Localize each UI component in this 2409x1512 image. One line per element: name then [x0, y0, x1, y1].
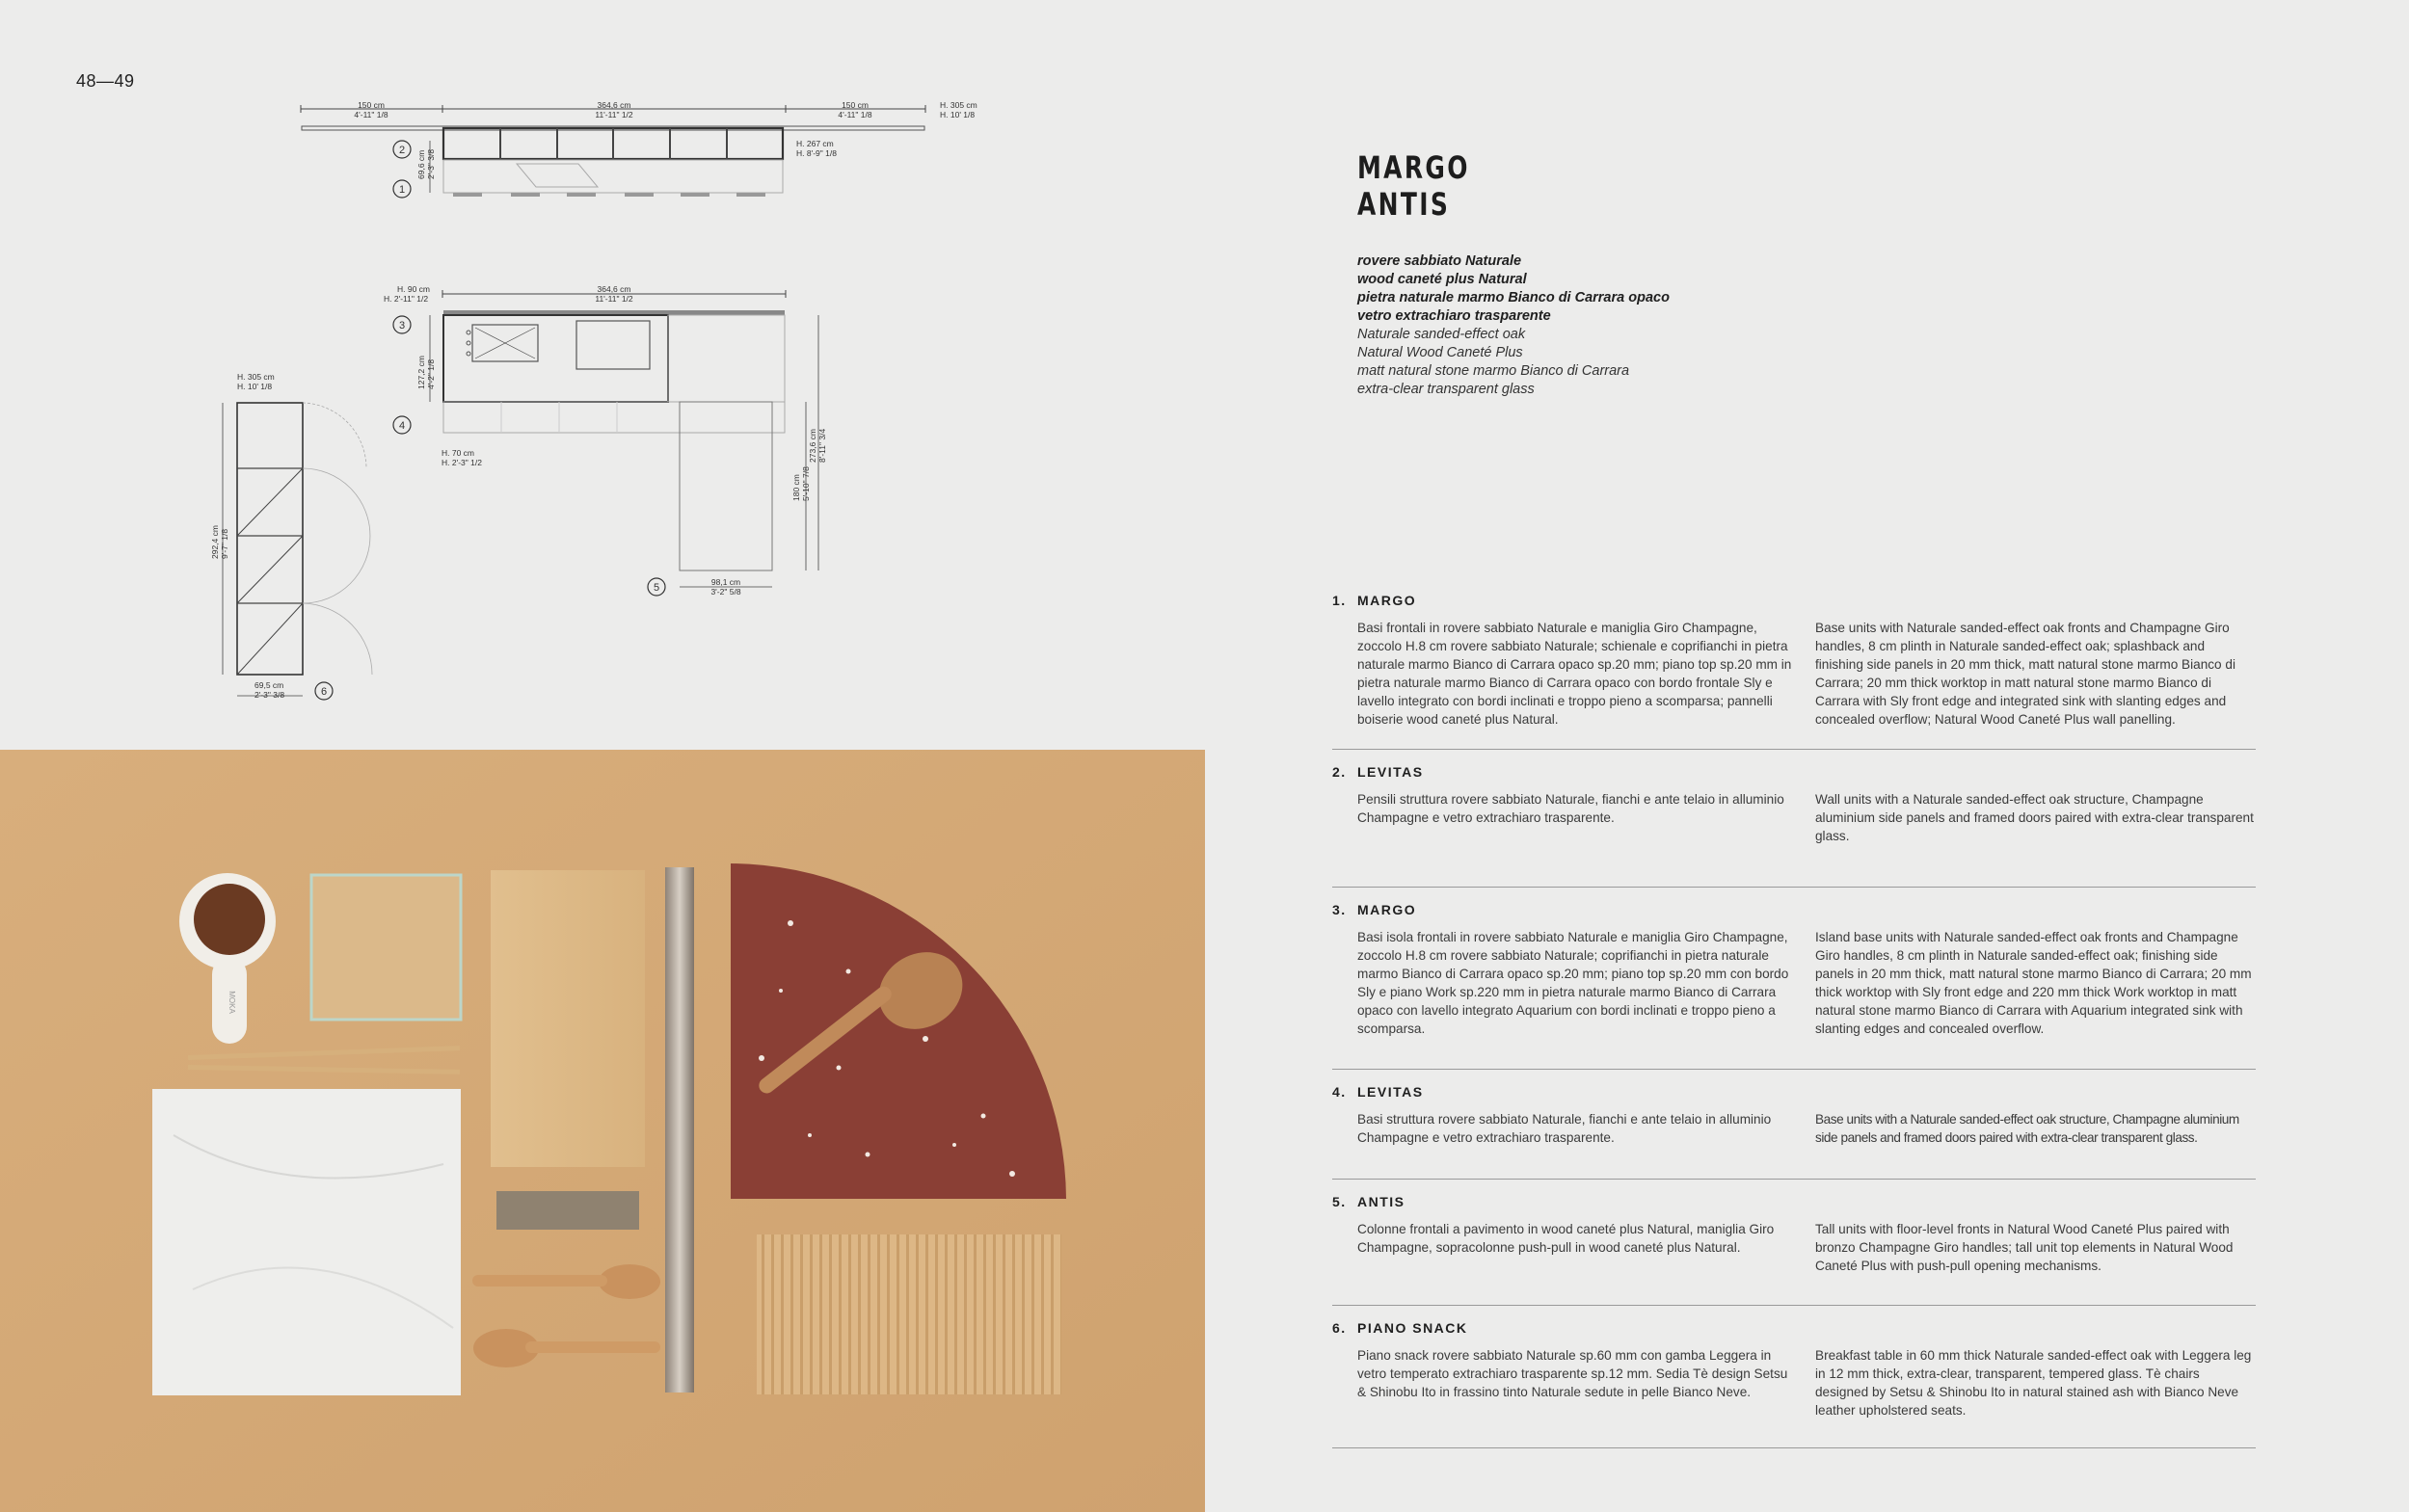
materials-flatlay	[0, 750, 1205, 1512]
dim-label: 364,6 cm	[597, 284, 631, 294]
dim-label: H. 305 cm	[940, 100, 977, 110]
page-number: 48—49	[76, 71, 135, 91]
item-name: MARGO	[1357, 902, 1417, 917]
dim-label: 4'-11" 1/8	[354, 110, 388, 119]
item-number: 5.	[1332, 1194, 1347, 1209]
item-number: 6.	[1332, 1320, 1347, 1336]
item-desc-en: Tall units with floor-level fronts in Natural Wood Caneté Plus paired with bronzo Champagne Giro handles; tall unit top elements in Natural Wood Caneté Plus with push-pull opening mechanisms.	[1815, 1222, 2234, 1273]
item-desc-it: Basi isola frontali in rovere sabbiato Naturale e maniglia Giro Champagne, zoccolo H.8 cm rovere sabbiato Naturale; coprifianchi in pietra naturale marmo Bianco di Carrara opaco sp.20 mm; piano top sp.20 mm con bordo Sly e piano Work sp.220 mm in pietra naturale marmo Bianco di Carrara opaco con lavello integrato Aquarium con bordi inclinati e troppo pieno a scomparsa.	[1357, 930, 1789, 1036]
item-number: 4.	[1332, 1084, 1347, 1100]
dim-label: H. 305 cm	[237, 372, 275, 382]
component-item	[1332, 761, 2256, 888]
oak-sample	[491, 870, 645, 1167]
dim-label: H. 10' 1/8	[237, 382, 273, 391]
item-desc-it: Piano snack rovere sabbiato Naturale sp.60 mm con gamba Leggera in vetro temperato extrachiaro trasparente sp.12 mm. Sedia Tè design Setsu & Shinobu Ito in frassino tinto Naturale sedute in pelle Bianco Neve.	[1357, 1348, 1788, 1399]
component-item	[1332, 1317, 2256, 1448]
material-en: Natural Wood Caneté Plus	[1357, 345, 1523, 360]
item-desc-en: Base units with a Naturale sanded-effect oak structure, Champagne aluminium side panels and framed doors paired with extra-clear transparent glass.	[1815, 1112, 2239, 1145]
kitchen-plan-drawing	[0, 0, 1205, 750]
item-name: MARGO	[1357, 593, 1417, 608]
dim-label: 4'-2" 1/8	[426, 358, 436, 389]
dim-label: 3'-2" 5/8	[710, 587, 741, 597]
marker-label: 3	[398, 320, 406, 332]
component-item	[1332, 590, 2256, 750]
material-en: extra-clear transparent glass	[1357, 382, 1535, 397]
glass-sample	[311, 875, 461, 1020]
item-desc-it: Basi frontali in rovere sabbiato Naturale e maniglia Giro Champagne, zoccolo H.8 cm rovere sabbiato Naturale; schienale e coprifianchi in pietra naturale marmo Bianco di Carrara opaco sp.20 mm; piano top sp.20 mm in pietra naturale marmo Bianco di Carrara opaco con bordo frontale Sly e lavello integrato con bordi inclinati e troppo pieno a scomparsa; pannelli boiserie wood caneté plus Natural.	[1357, 621, 1792, 727]
dim-label: H. 2'-11" 1/2	[384, 294, 429, 304]
title-line: MARGO	[1357, 149, 1470, 186]
dim-label: 364,6 cm	[597, 100, 631, 110]
dim-label: 150 cm	[842, 100, 869, 110]
item-desc-en: Breakfast table in 60 mm thick Naturale sanded-effect oak with Leggera leg in 12 mm thick, extra-clear, transparent, tempered glass. Tè chairs designed by Setsu & Shinobu Ito in natural stained ash with Bianco Neve leather upholstered seats.	[1815, 1348, 2252, 1418]
item-name: LEVITAS	[1357, 1084, 1424, 1100]
item-name: ANTIS	[1357, 1194, 1405, 1209]
component-item	[1332, 1191, 2256, 1306]
column-plan	[210, 372, 372, 700]
dim-label: 11'-11" 1/2	[595, 294, 633, 304]
material-en: matt natural stone marmo Bianco di Carrara	[1357, 363, 1630, 379]
steel-rod	[665, 867, 694, 1393]
item-number: 1.	[1332, 593, 1347, 608]
dim-label: 69,5 cm	[254, 680, 284, 690]
item-number: 2.	[1332, 764, 1347, 780]
dim-label: 292,4 cm	[210, 525, 220, 559]
fluted-sample	[757, 1234, 1061, 1394]
component-list	[1332, 590, 2256, 1448]
item-desc-en: Wall units with a Naturale sanded-effect oak structure, Champagne aluminium side panels and framed doors paired with extra-clear transparent glass.	[1815, 792, 2254, 843]
dim-label: 4'-11" 1/8	[838, 110, 872, 119]
dim-label: 69,6 cm	[416, 149, 426, 179]
marker-label: 2	[398, 145, 406, 156]
materials-list	[1357, 252, 1670, 399]
component-item	[1332, 1081, 2256, 1180]
dim-label: H. 2'-3" 1/2	[442, 458, 482, 467]
dim-label: H. 8'-9" 1/8	[796, 148, 837, 158]
marker-label: 6	[320, 686, 328, 698]
dim-label: 2'-3" 3/8	[254, 690, 285, 700]
dim-label: 5'-10" 7/8	[801, 466, 811, 501]
cup-text: MOKA	[228, 991, 236, 1014]
dim-label: 98,1 cm	[710, 577, 741, 587]
stone-sample	[496, 1191, 639, 1230]
component-item	[1332, 899, 2256, 1070]
item-desc-it: Colonne frontali a pavimento in wood caneté plus Natural, maniglia Giro Champagne, sopracolonne push-pull in wood caneté plus Natural.	[1357, 1222, 1775, 1255]
page-title	[1357, 149, 1470, 223]
dim-label: 127,2 cm	[416, 356, 426, 389]
material-it: pietra naturale marmo Bianco di Carrara opaco	[1357, 290, 1670, 305]
material-it: wood caneté plus Natural	[1357, 272, 1527, 287]
dim-label: 8'-11" 3/4	[817, 428, 827, 463]
dim-label: H. 267 cm	[796, 139, 834, 148]
item-name: LEVITAS	[1357, 764, 1424, 780]
wall-elevation	[301, 100, 977, 198]
dim-label: 273,6 cm	[808, 429, 817, 463]
item-number: 3.	[1332, 902, 1347, 917]
dim-label: 2'-3" 3/8	[426, 148, 436, 179]
dim-label: 180 cm	[791, 474, 801, 501]
marker-label: 1	[398, 184, 406, 196]
dim-label: 150 cm	[358, 100, 385, 110]
item-desc-en: Island base units with Naturale sanded-effect oak fronts and Champagne Giro handles, 8 cm plinth in Naturale sanded-effect oak; finishing side panels in 20 mm thick, matt natural stone marmo Bianco di Carrara; 20 mm thick worktop with Sly front edge and 220 mm thick Work worktop in matt natural stone marmo Bianco di Carrara with Aquarium integrated sink with slanting edges and concealed overflow.	[1815, 930, 2252, 1036]
material-it: rovere sabbiato Naturale	[1357, 253, 1522, 269]
item-desc-it: Pensili struttura rovere sabbiato Naturale, fianchi e ante telaio in alluminio Champagne e vetro extrachiaro trasparente.	[1357, 792, 1784, 825]
marble-sample	[152, 1089, 461, 1395]
marker-label: 5	[653, 582, 660, 594]
item-desc-en: Base units with Naturale sanded-effect oak fronts and Champagne Giro handles, 8 cm plinth in Naturale sanded-effect oak; splashback and finishing side panels in 20 mm thick, matt natural stone marmo Bianco di Carrara; 20 mm thick worktop in matt natural stone marmo Bianco di Carrara with Sly front edge and integrated sink with slanting edges and concealed overflow; Natural Wood Caneté Plus wall panelling.	[1815, 621, 2235, 727]
dim-label: H. 90 cm	[397, 284, 431, 294]
marker-label: 4	[398, 420, 406, 432]
dim-label: H. 10' 1/8	[940, 110, 976, 119]
item-name: PIANO SNACK	[1357, 1320, 1468, 1336]
dim-label: H. 70 cm	[442, 448, 475, 458]
material-it: vetro extrachiaro trasparente	[1357, 308, 1551, 324]
item-desc-it: Basi struttura rovere sabbiato Naturale, fianchi e ante telaio in alluminio Champagne e vetro extrachiaro trasparente.	[1357, 1112, 1772, 1145]
island-plan	[384, 284, 827, 597]
title-line: ANTIS	[1357, 186, 1451, 223]
dim-label: 9'-7" 1/8	[220, 528, 229, 559]
materials-photo	[0, 750, 1205, 1512]
dim-label: 11'-11" 1/2	[595, 110, 633, 119]
material-en: Naturale sanded-effect oak	[1357, 327, 1526, 342]
technical-drawings	[0, 0, 1205, 750]
